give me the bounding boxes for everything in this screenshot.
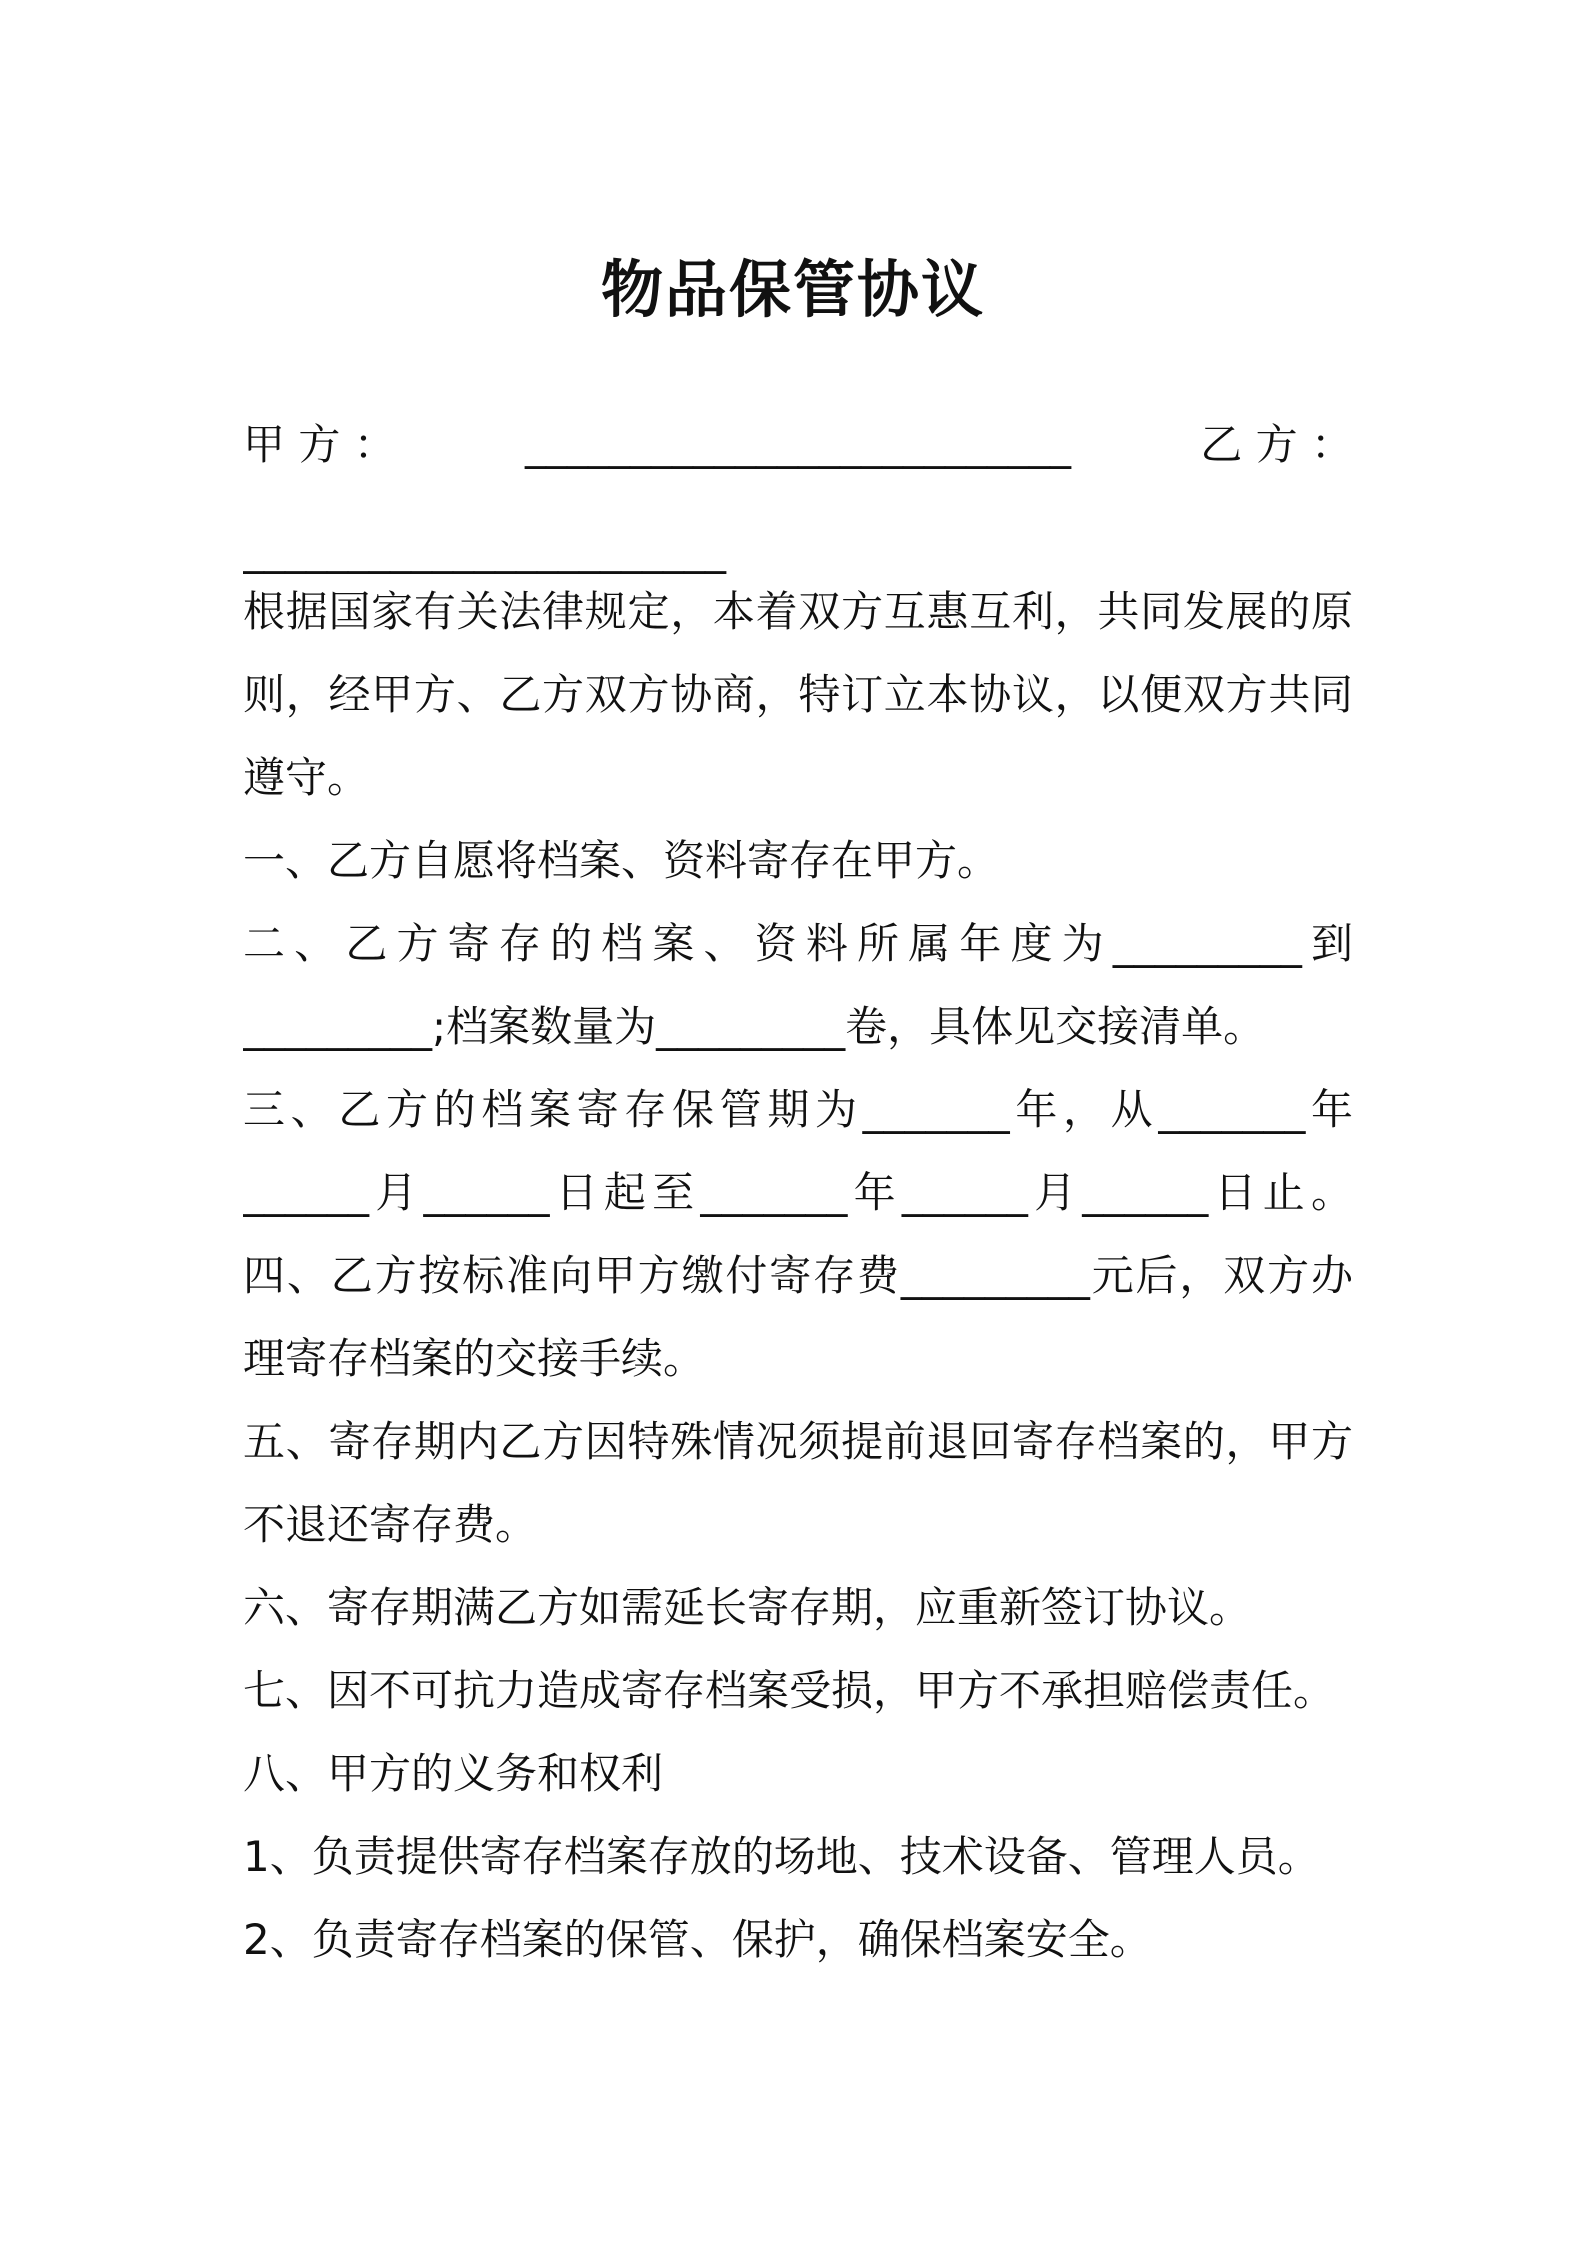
paragraph-line: 遵守。 — [243, 753, 370, 802]
clause-3-cont: ______月______日起至_______年______月______日止。 — [243, 1168, 1353, 1217]
paragraph-line: 则，经甲方、乙方双方协商，特订立本协议，以便双方共同 — [243, 670, 1353, 719]
party-line — [243, 415, 1353, 475]
clause-8-item-2: 2、负责寄存档案的保管、保护，确保档案安全。 — [243, 1915, 1152, 1964]
paragraph-line: 根据国家有关法律规定，本着双方互惠互利，共同发展的原 — [243, 587, 1353, 636]
clause-6: 六、寄存期满乙方如需延长寄存期，应重新签订协议。 — [243, 1583, 1252, 1632]
clause-4-cont: 理寄存档案的交接手续。 — [243, 1334, 706, 1383]
clause-1: 一、乙方自愿将档案、资料寄存在甲方。 — [243, 836, 1000, 885]
clause-4: 四、乙方按标准向甲方缴付寄存费_________元后，双方办 — [243, 1251, 1353, 1300]
clause-5: 五、寄存期内乙方因特殊情况须提前退回寄存档案的，甲方 — [243, 1417, 1353, 1466]
party-b-label: 乙 方 ： — [1200, 420, 1353, 469]
clause-8-heading: 八、甲方的义务和权利 — [243, 1749, 664, 1798]
party-b-blank: _______________________ — [243, 525, 726, 574]
clause-8-item-1: 1、负责提供寄存档案存放的场地、技术设备、管理人员。 — [243, 1832, 1320, 1881]
party-a-blank: __________________________ — [525, 420, 1071, 469]
party-a-label: 甲 方 ： — [243, 420, 396, 469]
clause-2-cont: _________;档案数量为_________卷，具体见交接清单。 — [243, 1002, 1266, 1051]
clause-5-cont: 不退还寄存费。 — [243, 1500, 538, 1549]
clause-2: 二、乙方寄存的档案、资料所属年度为_________到 — [243, 919, 1353, 968]
clause-7: 七、因不可抗力造成寄存档案受损，甲方不承担赔偿责任。 — [243, 1666, 1336, 1715]
clause-3: 三、乙方的档案寄存保管期为_______年，从_______年 — [243, 1085, 1353, 1134]
document-title: 物品保管协议 — [600, 253, 985, 326]
